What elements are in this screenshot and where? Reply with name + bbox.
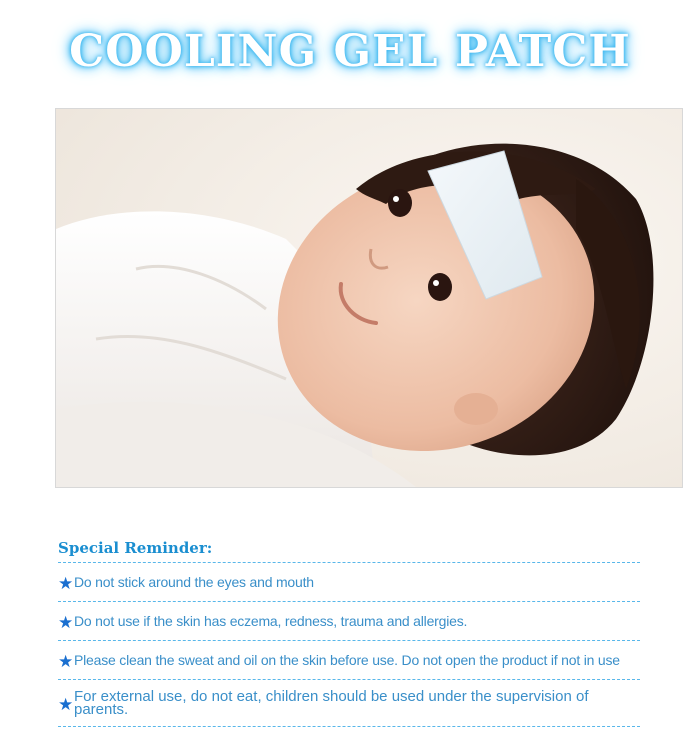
star-icon: ★	[58, 574, 74, 593]
reminder-item	[58, 641, 640, 679]
star-icon: ★	[58, 613, 74, 632]
reminder-item	[58, 680, 640, 726]
dashed-divider	[58, 726, 640, 727]
page-title: COOLING GEL PATCH	[69, 26, 631, 77]
star-icon: ★	[58, 695, 74, 714]
reminder-item	[58, 602, 640, 640]
star-icon: ★	[58, 652, 74, 671]
special-reminder-heading: Special Reminder:	[58, 539, 213, 557]
reminder-item-text: Please clean the sweat and oil on the skin before use. Do not open the product if not in use	[74, 652, 620, 668]
reminder-item	[58, 563, 640, 601]
reminder-item-text: Do not stick around the eyes and mouth	[74, 574, 314, 590]
special-reminder-section	[58, 538, 640, 727]
reminder-item-text: Do not use if the skin has eczema, redness, trauma and allergies.	[74, 613, 468, 629]
reminder-item-text: For external use, do not eat, children should be used under the supervision of parents.	[74, 688, 589, 718]
product-photo	[55, 108, 683, 488]
baby-with-cooling-patch-photo	[56, 109, 682, 487]
